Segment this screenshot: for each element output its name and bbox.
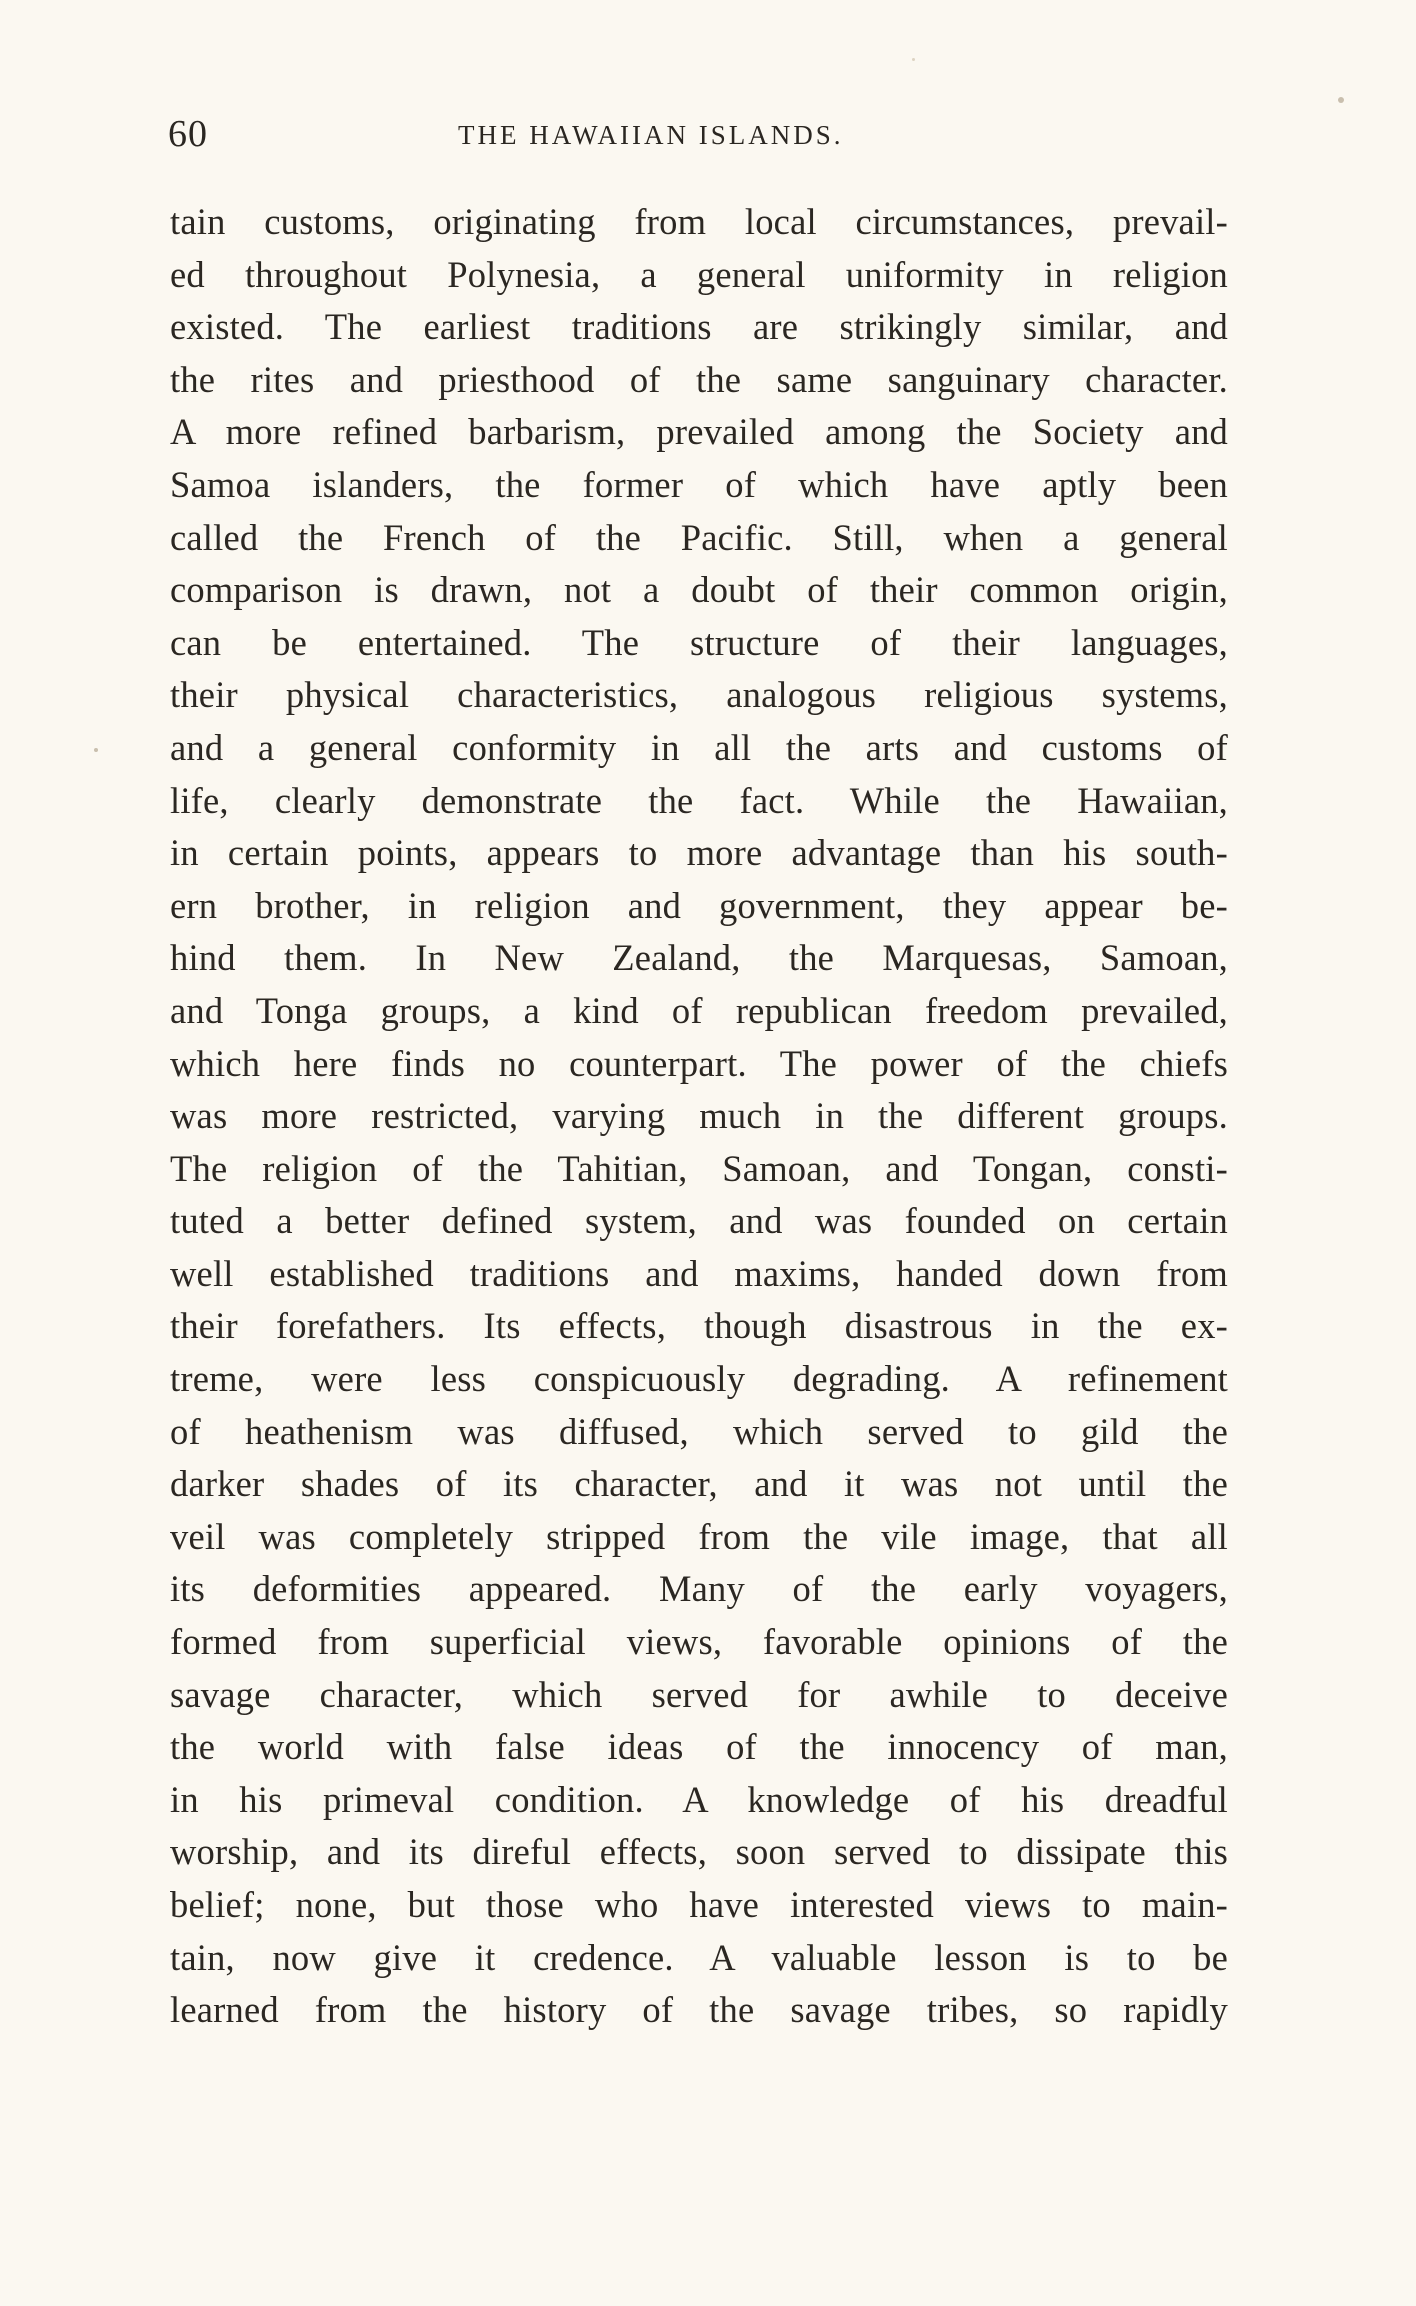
text-line: savage character, which served for awhile to deceive [170, 1673, 1228, 1715]
text-line: its deformities appeared. Many of the early voyagers, [170, 1568, 1228, 1610]
text-line: well established traditions and maxims, handed down from [170, 1252, 1228, 1294]
text-line: tuted a better defined system, and was founded on certain [170, 1200, 1228, 1242]
page-number: 60 [168, 113, 208, 155]
paper-speck [94, 748, 98, 752]
text-line: can be entertained. The structure of their languages, [170, 621, 1228, 663]
text-line: worship, and its direful effects, soon served to dissipate this [170, 1831, 1228, 1873]
text-line: comparison is drawn, not a doubt of their common origin, [170, 569, 1228, 611]
paper-speck [1338, 97, 1344, 103]
text-line: veil was completely stripped from the vile image, that all [170, 1515, 1228, 1557]
body-paragraph [170, 196, 1228, 2037]
text-line: Samoa islanders, the former of which have aptly been [170, 463, 1228, 505]
text-line: ed throughout Polynesia, a general uniformity in religion [170, 253, 1228, 295]
text-line: and Tonga groups, a kind of republican freedom prevailed, [170, 989, 1228, 1031]
running-title: THE HAWAIIAN ISLANDS. [458, 120, 844, 150]
text-line: belief; none, but those who have interested views to main- [170, 1884, 1228, 1925]
text-line: existed. The earliest traditions are strikingly similar, and [170, 306, 1228, 348]
text-line: life, clearly demonstrate the fact. While the Hawaiian, [170, 779, 1228, 821]
paper-speck [912, 58, 915, 61]
text-line: treme, were less conspicuously degrading. A refinement [170, 1358, 1228, 1400]
text-line: which here finds no counterpart. The power of the chiefs [170, 1042, 1228, 1084]
text-line: learned from the history of the savage tribes, so rapidly [170, 1989, 1228, 2031]
text-line: A more refined barbarism, prevailed among the Society and [170, 411, 1228, 453]
text-line: The religion of the Tahitian, Samoan, and Tongan, consti- [170, 1147, 1228, 1189]
text-line: darker shades of its character, and it was not until the [170, 1463, 1228, 1505]
text-line: formed from superficial views, favorable opinions of the [170, 1621, 1228, 1663]
text-line: in certain points, appears to more advantage than his south- [170, 832, 1228, 874]
text-line: tain, now give it credence. A valuable lesson is to be [170, 1936, 1228, 1978]
text-line: ern brother, in religion and government, they appear be- [170, 884, 1228, 926]
text-line: called the French of the Pacific. Still, when a general [170, 516, 1228, 558]
text-line: in his primeval condition. A knowledge of his dreadful [170, 1778, 1228, 1820]
text-line: their physical characteristics, analogous religious systems, [170, 674, 1228, 716]
text-line: the rites and priesthood of the same sanguinary character. [170, 358, 1228, 400]
text-line: and a general conformity in all the arts and customs of [170, 726, 1228, 768]
running-head [168, 112, 1228, 162]
text-line: the world with false ideas of the innocency of man, [170, 1726, 1228, 1768]
text-line: hind them. In New Zealand, the Marquesas, Samoan, [170, 937, 1228, 979]
text-line: tain customs, originating from local circumstances, prevail- [170, 201, 1228, 242]
text-line: of heathenism was diffused, which served to gild the [170, 1410, 1228, 1452]
text-line: was more restricted, varying much in the different groups. [170, 1095, 1228, 1137]
text-line: their forefathers. Its effects, though disastrous in the ex- [170, 1305, 1228, 1347]
